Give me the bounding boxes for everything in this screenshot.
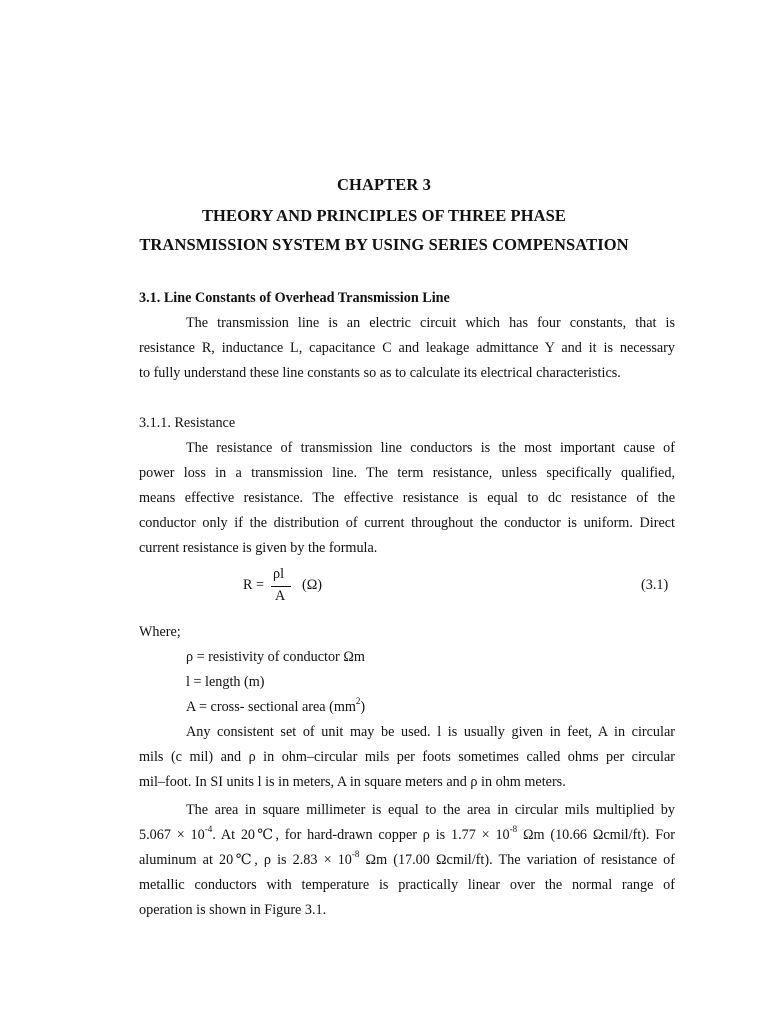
resistance-line-3: means effective resistance. The effective resistance is equal to dc resistance of the — [139, 490, 675, 506]
section-3-1-heading: 3.1. Line Constants of Overhead Transmission Line — [139, 290, 450, 306]
resistance-line-5: current resistance is given by the formula. — [139, 540, 378, 556]
resistance-line-2: power loss in a transmission line. The term resistance, unless specifically qualified, — [139, 465, 675, 481]
chapter-title-line-2: TRANSMISSION SYSTEM BY USING SERIES COMPENSATION — [139, 235, 629, 254]
definition-length: l = length (m) — [186, 674, 265, 690]
definition-area-text: A = cross- sectional area (mm — [186, 699, 356, 715]
resistance-line-4: conductor only if the distribution of current throughout the conductor is uniform. Direct — [139, 515, 675, 531]
fraction-bar — [271, 586, 291, 587]
definition-area-sup: 2 — [355, 696, 361, 707]
definition-area — [186, 698, 722, 716]
area-line-2-c: Ωm (10.66 Ωcmil/ft). For — [517, 827, 675, 843]
area-line-5: operation is shown in Figure 3.1. — [139, 902, 327, 918]
chapter-number: CHAPTER 3 — [337, 175, 431, 194]
area-line-1: The area in square millimeter is equal to the area in circular mils multiplied by — [186, 802, 675, 818]
area-line-3-b: Ωm (17.00 Ωcmil/ft). The variation of resistance of — [359, 852, 675, 868]
resistance-line-1: The resistance of transmission line conductors is the most important cause of — [186, 440, 675, 456]
units-line-2: mils (c mil) and ρ in ohm–circular mils per foots sometimes called ohms per circular — [139, 749, 675, 765]
area-line-2-a: 5.067 × 10 — [139, 827, 205, 843]
area-line-2-sup-2: -8 — [509, 824, 518, 835]
equation-label: (3.1) — [641, 577, 669, 593]
area-line-3-a: aluminum at 20℃, ρ is 2.83 × 10 — [139, 852, 352, 868]
units-line-3: mil–foot. In SI units l is in meters, A in square meters and ρ in ohm meters. — [139, 774, 566, 790]
section-3-1-line-3: to fully understand these line constants so as to calculate its electrical characteristics. — [139, 365, 621, 381]
section-3-1-1-heading: 3.1.1. Resistance — [139, 415, 236, 431]
area-line-3-sup: -8 — [351, 849, 360, 860]
definition-area-suffix: ) — [360, 699, 366, 715]
section-3-1-line-1: The transmission line is an electric circuit which has four constants, that is — [186, 315, 675, 331]
area-line-2-b: . At 20℃, for hard-drawn copper ρ is 1.77 × 10 — [212, 827, 510, 843]
area-line-3 — [139, 851, 675, 869]
area-line-2 — [139, 826, 675, 844]
area-line-4: metallic conductors with temperature is practically linear over the normal range of — [139, 877, 675, 893]
section-3-1-line-2: resistance R, inductance L, capacitance C and leakage admittance Y and it is necessary — [139, 340, 675, 356]
units-line-1: Any consistent set of unit may be used. l is usually given in feet, A in circular — [186, 724, 675, 740]
equation-denominator: A — [275, 588, 286, 604]
area-line-2-sup-1: -4 — [204, 824, 213, 835]
where-label: Where; — [139, 624, 181, 640]
definition-rho: ρ = resistivity of conductor Ωm — [186, 649, 365, 665]
equation-numerator: ρl — [273, 566, 285, 582]
equation-lhs: R = — [243, 577, 265, 593]
equation-unit: (Ω) — [302, 577, 322, 593]
chapter-title-line-1: THEORY AND PRINCIPLES OF THREE PHASE — [201, 206, 567, 225]
